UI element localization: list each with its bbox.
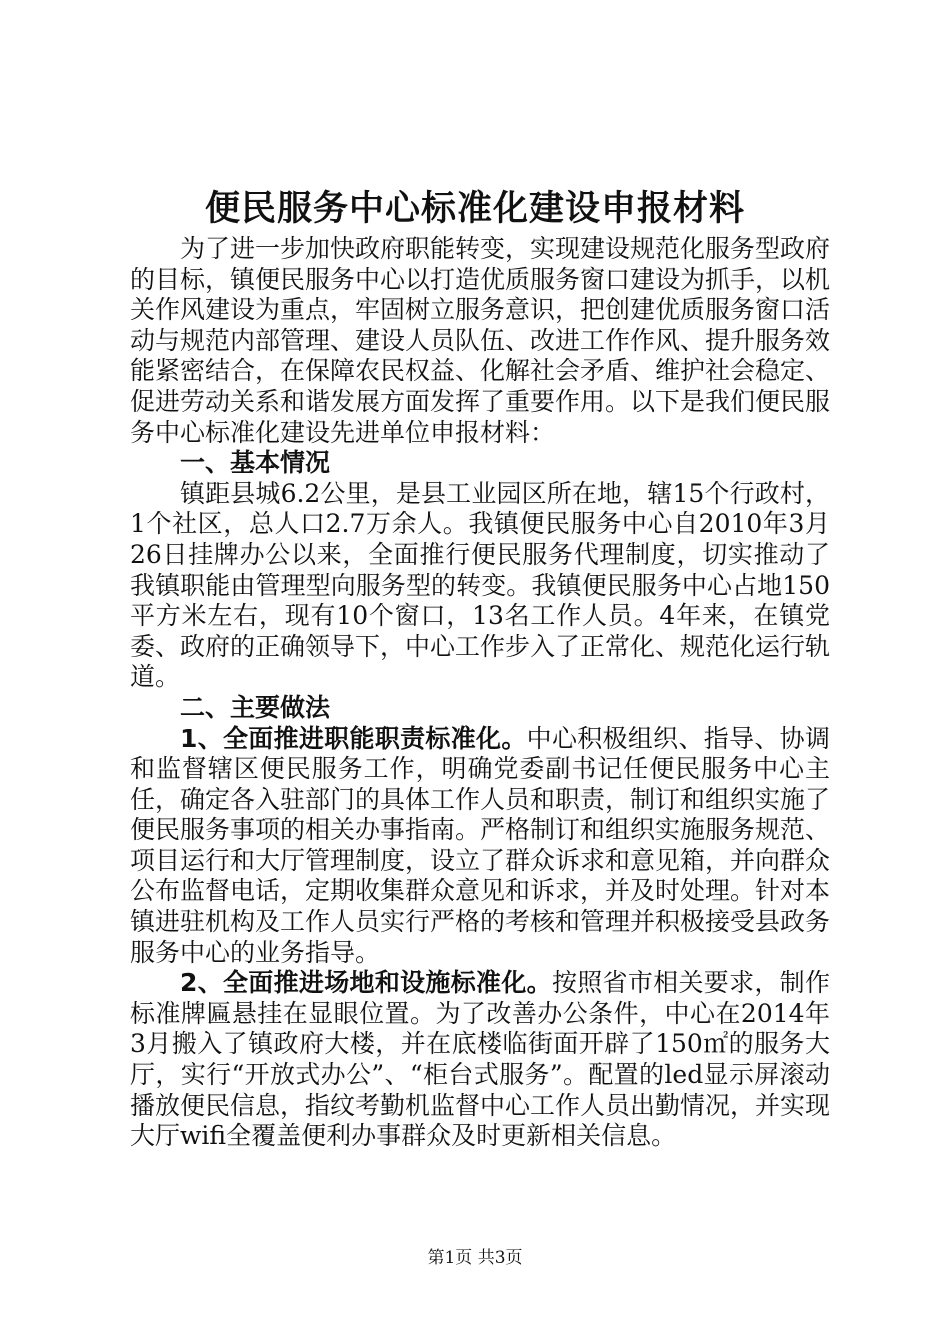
practice-item-1 [130,724,830,969]
document-body [130,234,830,1152]
page-number-footer: 第1页 共3页 [427,1248,523,1268]
section-heading-basic-info: 一、基本情况 [180,448,331,478]
practice-item-1-lead: 1、全面推进职能职责标准化。 [180,723,527,753]
practice-item-1-text: 中心积极组织、指导、协调和监督辖区便民服务工作，明确党委副书记任便民服务中心主任，确定各入驻部门的具体工作人员和职责，制订和组织实施了便民服务事项的相关办事指南。严格制订和组织实施服务规范、项目运行和大厅管理制度，设立了群众诉求和意见箱，并向群众公布监督电话，定期收集群众意见和诉求，并及时处理。针对本镇进驻机构及工作人员实行严格的考核和管理并积极接受县政务服务中心的业务指导。 [130,723,831,967]
section-heading-main-practices: 二、主要做法 [180,692,331,722]
document-title: 便民服务中心标准化建设申报材料 [204,189,745,229]
practice-item-2-lead: 2、全面推进场地和设施标准化。 [180,968,552,998]
practice-item-2 [130,968,830,1152]
basic-info-paragraph: 镇距县城6.2公里，是县工业园区所在地，辖15个行政村，1个社区，总人口2.7万余人。我镇便民服务中心自2010年3月26日挂牌办公以来，全面推行便民服务代理制度，切实推动了我镇职能由管理型向服务型的转变。我镇便民服务中心占地150平方米左右，现有10个窗口，13名工作人员。4年来，在镇党委、政府的正确领导下，中心工作步入了正常化、规范化运行轨道。 [130,478,831,692]
practice-item-2-text: 按照省市相关要求，制作标准牌匾悬挂在显眼位置。为了改善办公条件，中心在2014年3月搬入了镇政府大楼，并在底楼临街面开辟了150㎡的服务大厅，实行“开放式办公”、“柜台式服务”。配置的led显示屏滚动播放便民信息，指纹考勤机监督中心工作人员出勤情况，并实现大厅wifi全覆盖便利办事群众及时更新相关信息。 [130,968,831,1151]
intro-paragraph: 为了进一步加快政府职能转变，实现建设规范化服务型政府的目标，镇便民服务中心以打造优质服务窗口建设为抓手，以机关作风建设为重点，牢固树立服务意识，把创建优质服务窗口活动与规范内部管理、建设人员队伍、改进工作作风、提升服务效能紧密结合，在保障农民权益、化解社会矛盾、维护社会稳定、促进劳动关系和谐发展方面发挥了重要作用。以下是我们便民服务中心标准化建设先进单位申报材料： [130,234,831,447]
